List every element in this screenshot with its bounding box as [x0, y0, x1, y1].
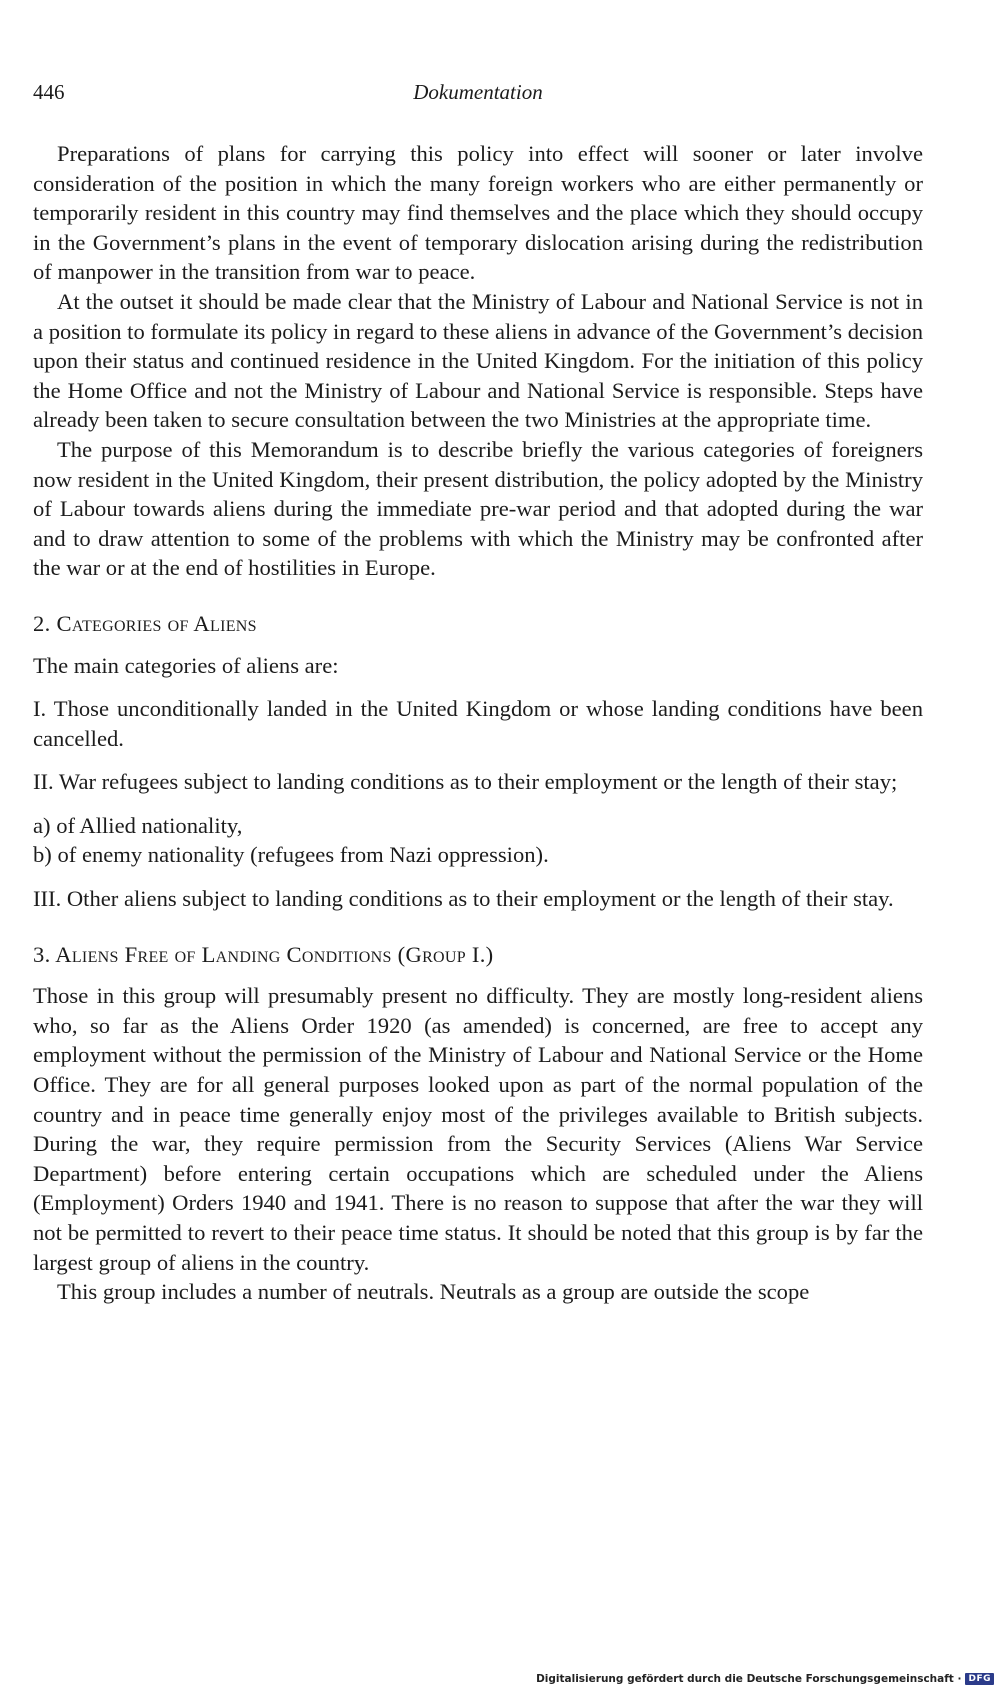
paragraph: The purpose of this Memorandum is to describe briefly the various categories of foreigners now resident in the United Kingdom, their present distribution, the policy adopted by the Ministry of Labour towards aliens during the immediate pre-war period and that adopted during the war and to draw attention to some of the problems with which the Ministry may be confronted after the war or at the end of hostilities in Europe.: [33, 436, 923, 581]
footer-credit: [536, 1673, 994, 1685]
paragraph: III. Other aliens subject to landing conditions as to their employment or the length of their stay.: [33, 886, 894, 912]
page-header: [33, 80, 923, 110]
section-heading: 3. Aliens Free of Landing Conditions (Group I.): [33, 941, 494, 967]
running-title: Dokumentation: [413, 80, 543, 104]
body-text: [33, 139, 923, 1307]
section-heading: 2. Categories of Aliens: [33, 610, 257, 636]
paragraph: I. Those unconditionally landed in the United Kingdom or whose landing conditions have been cancelled.: [33, 696, 923, 751]
dfg-logo-icon: DFG: [965, 1673, 994, 1685]
page-number: 446: [33, 80, 65, 104]
sub-list: [33, 811, 923, 870]
footer-text: Digitalisierung gefördert durch die Deutsche Forschungsgemeinschaft ·: [536, 1673, 962, 1685]
list-item: b) of enemy nationality (refugees from Nazi oppression).: [33, 842, 549, 868]
paragraph: Those in this group will presumably present no difficulty. They are mostly long-resident aliens who, so far as the Aliens Order 1920 (as amended) is concerned, are free to accept any employment without the permission of the Ministry of Labour and National Service or the Home Office. They are for all general purposes looked upon as part of the normal population of the country and in peace time generally enjoy most of the privileges available to British subjects. During the war, they require permission from the Security Services (Aliens War Service Department) before entering certain occupations which are scheduled under the Aliens (Employment) Orders 1940 and 1941. There is no reason to suppose that after the war they will not be permitted to revert to their peace time status. It should be noted that this group is by far the largest group of aliens in the country.: [33, 983, 923, 1275]
list-item: a) of Allied nationality,: [33, 812, 243, 838]
paragraph: II. War refugees subject to landing conditions as to their employment or the length of their stay;: [33, 769, 898, 795]
paragraph: Preparations of plans for carrying this policy into effect will sooner or later involve consideration of the position in which the many foreign workers who are either permanently or temporarily resident in this country may find themselves and the place which they should occupy in the Government’s plans in the event of temporary dislocation arising during the redistribution of manpower in the transition from war to peace.: [33, 141, 923, 285]
paragraph: The main categories of aliens are:: [33, 652, 339, 678]
paragraph: This group includes a number of neutrals. Neutrals as a group are outside the scope: [57, 1279, 810, 1305]
paragraph: At the outset it should be made clear that the Ministry of Labour and National Service is not in a position to formulate its policy in regard to these aliens in advance of the Government’s decision upon their status and continued residence in the United Kingdom. For the initiation of this policy the Home Office and not the Ministry of Labour and National Service is responsible. Steps have already been taken to secure consultation between the two Ministries at the appropriate time.: [33, 288, 923, 433]
